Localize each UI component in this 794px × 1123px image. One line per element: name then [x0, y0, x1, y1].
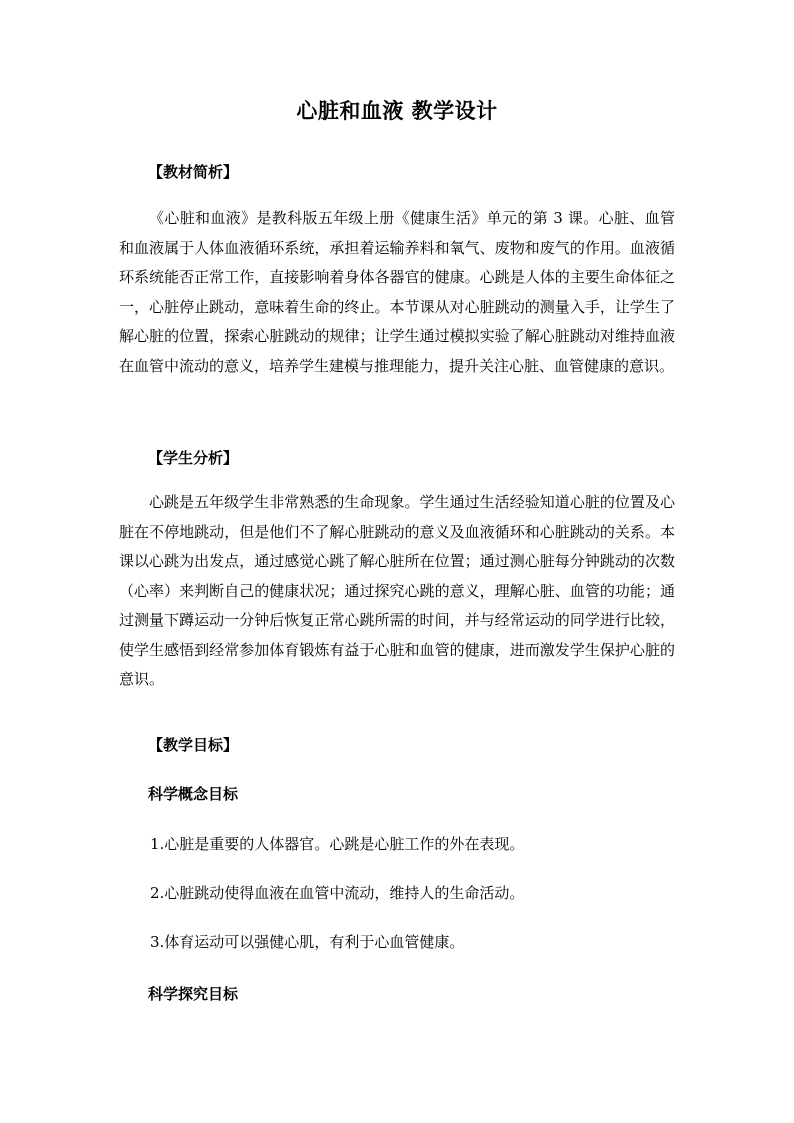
- concept-goal-item-2: 2.心脏跳动使得血液在血管中流动，维持人的生命活动。: [150, 884, 525, 902]
- concept-goal-item-3: 3.体育运动可以强健心肌，有利于心血管健康。: [150, 933, 465, 951]
- document-title: 心脏和血液 教学设计: [296, 98, 498, 123]
- student-analysis-paragraph: 心跳是五年级学生非常熟悉的生命现象。学生通过生活经验知道心脏的位置及心脏在不停地跳动，但是他们不了解心脏跳动的意义及血液循环和心脏跳动的关系。本课以心跳为出发点，通过感觉心跳了解心脏所在位置；通过测心脏每分钟跳动的次数（心率）来判断自己的健康状况；通过探究心跳的意义，理解心脏、血管的功能；通过测量下蹲运动一分钟后恢复正常心跳所需的时间，并与经常运动的同学进行比较，使学生感悟到经常参加体育锻炼有益于心脏和血管的健康，进而激发学生保护心脏的意识。: [119, 493, 675, 688]
- subheading-concept-goals: 科学概念目标: [148, 785, 239, 803]
- section-heading-teaching-goals: 【教学目标】: [148, 736, 239, 754]
- subheading-inquiry-goals: 科学探究目标: [148, 985, 239, 1003]
- section-heading-student-analysis: 【学生分析】: [148, 449, 239, 467]
- materials-analysis-paragraph: 《心脏和血液》是教科版五年级上册《健康生活》单元的第 3 课。心脏、血管和血液属于人体血液循环系统，承担着运输养料和氧气、废物和废气的作用。血液循环系统能否正常工作，直接影响着身体各器官的健康。心跳是人体的主要生命体征之一，心脏停止跳动，意味着生命的终止。本节课从对心脏跳动的测量入手，让学生了解心脏的位置，探索心脏跳动的规律；让学生通过模拟实验了解心脏跳动对维持血液在血管中流动的意义，培养学生建模与推理能力，提升关注心脏、血管健康的意识。: [119, 209, 675, 375]
- section-heading-materials-analysis: 【教材简析】: [148, 163, 239, 181]
- concept-goal-item-1: 1.心脏是重要的人体器官。心跳是心脏工作的外在表现。: [150, 835, 525, 853]
